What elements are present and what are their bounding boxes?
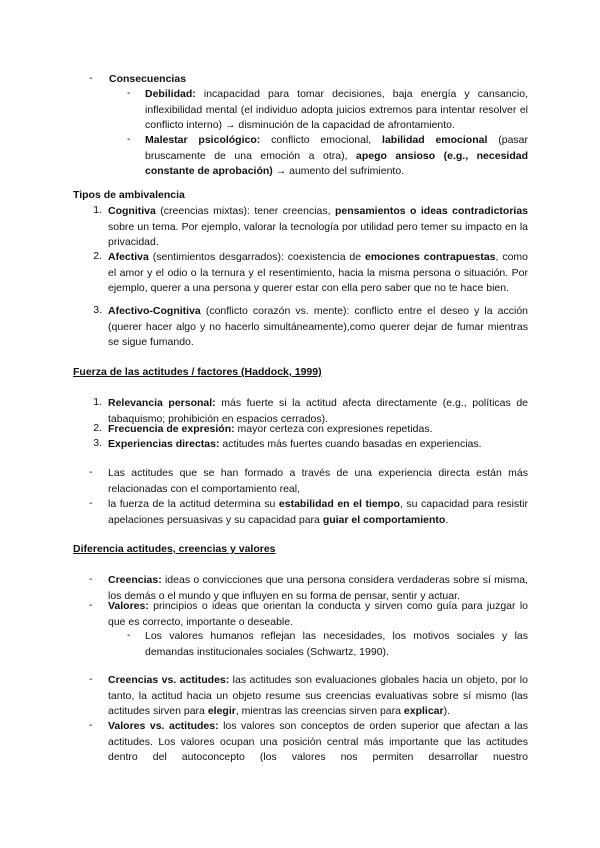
bullet-dash: - [89, 573, 93, 585]
tipo-afectiva: Afectiva (sentimientos desgarrados): coexistencia de emociones contrapuestas, como el amor y el odio o la ternura y el resentimiento, hacia la misma persona o situación. Por ejemplo, querer a una persona y querer estar con ella pero saber que no te hace bien. [108, 251, 528, 294]
list-number: 2. [93, 250, 102, 262]
debilidad-item: Debilidad: incapacidad para tomar decisiones, baja energía y cansancio, inflexibilidad mental (el individuo adopta juicios extremos para intentar resolver el conflicto interno) → disminución de la capacidad de afrontamiento. [145, 88, 528, 131]
malestar-item: Malestar psicológico: conflicto emocional, labilidad emocional (pasar bruscamente de una emoción a otra), apego ansioso (e.g., necesidad constante de aprobación) → aumento del sufrimiento. [145, 134, 528, 177]
factor-relevancia: Relevancia personal: más fuerte si la actitud afecta directamente (e.g., políticas de tabaquismo; prohibición en espacios cerrados). [108, 397, 528, 425]
bullet-dash: - [127, 629, 131, 641]
tipo-cognitiva: Cognitiva (creencias mixtas): tener creencias, pensamientos o ideas contradictorias sobre un tema. Por ejemplo, valorar la tecnología por utilidad pero temer su impacto en la privacidad. [108, 205, 528, 248]
factor-experiencias: Experiencias directas: actitudes más fuertes cuando basadas en experiencias. [108, 438, 482, 450]
consecuencias-heading: Consecuencias [109, 73, 187, 85]
bullet-dash: - [127, 133, 131, 145]
bullet-dash: - [89, 599, 93, 611]
bullet-dash: - [127, 87, 131, 99]
fuerza-heading: Fuerza de las actitudes / factores (Haddock, 1999) [73, 366, 322, 378]
valores-subitem: Los valores humanos reflejan las necesidades, los motivos sociales y las demandas institucionales sociales (Schwartz, 1990). [145, 630, 528, 658]
list-number: 1. [93, 396, 102, 408]
bullet-dash: - [89, 497, 93, 509]
factor-frecuencia: Frecuencia de expresión: mayor certeza con expresiones repetidas. [108, 423, 433, 435]
list-number: 3. [93, 304, 102, 316]
fuerza-bullet-experiencia: Las actitudes que se han formado a través de una experiencia directa están más relacionadas con el comportamiento real, [108, 467, 528, 495]
bullet-dash: - [89, 673, 93, 685]
creencias-item: Creencias: ideas o convicciones que una persona considera verdaderas sobre sí misma, los demás o el mundo y que influyen en su forma de pensar, sentir y actuar. [108, 574, 528, 602]
creencias-vs-actitudes-item: Creencias vs. actitudes: las actitudes son evaluaciones globales hacia un objeto, por lo tanto, la actitud hacia un objeto resume sus creencias evaluativas sobre sí mismo (las actitudes sirven para elegir, mientras las creencias sirven para explicar). [108, 674, 528, 717]
valores-vs-actitudes-item: Valores vs. actitudes: los valores son conceptos de orden superior que afectan a las actitudes. Los valores ocupan una posición central más importante que las actitudes dentro del autoconcepto (los valores nos permiten desarrollar nuestro [108, 720, 528, 763]
tipos-heading: Tipos de ambivalencia [73, 189, 185, 201]
bullet-dash: - [89, 719, 93, 731]
diferencia-heading: Diferencia actitudes, creencias y valores [73, 543, 276, 555]
fuerza-bullet-estabilidad: la fuerza de la actitud determina su estabilidad en el tiempo, su capacidad para resistir apelaciones persuasivas y su capacidad para guiar el comportamiento. [108, 498, 528, 526]
valores-item: Valores: principios o ideas que orientan la conducta y sirven como guía para juzgar lo que es correcto, importante o deseable. [108, 600, 528, 628]
tipo-afectivo-cognitiva: Afectivo-Cognitiva (conflicto corazón vs. mente): conflicto entre el deseo y la acción (querer hacer algo y no hacerlo simultáneamente),como querer dejar de fumar mientras se sigue fumando. [108, 305, 528, 348]
bullet-dash: - [89, 72, 93, 84]
bullet-dash: - [89, 466, 93, 478]
list-number: 2. [93, 422, 102, 434]
list-number: 1. [93, 204, 102, 216]
list-number: 3. [93, 437, 102, 449]
